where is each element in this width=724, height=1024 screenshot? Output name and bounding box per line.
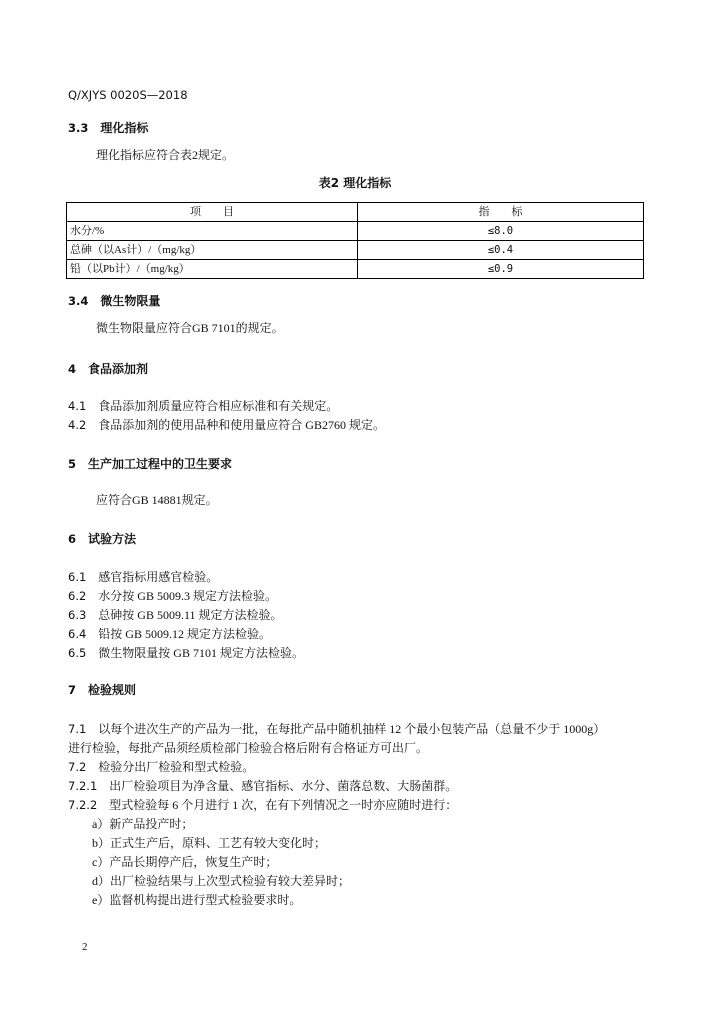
section-number: 6 bbox=[68, 532, 77, 546]
physicochemical-table bbox=[66, 202, 644, 279]
clause-6-4 bbox=[68, 625, 271, 644]
clause-text: 以每个进次生产的产品为一批，在每批产品中随机抽样 12 个最小包装产品（总量不少于 1000g） bbox=[98, 722, 606, 736]
list-item: d）出厂检验结果与上次型式检验有较大差异时； bbox=[92, 874, 351, 888]
section-title: 试验方法 bbox=[88, 532, 137, 546]
section-title: 食品添加剂 bbox=[88, 362, 149, 376]
section-3-4-body: 微生物限量应符合GB 7101的规定。 bbox=[96, 321, 284, 335]
list-item: e）监督机构提出进行型式检验要求时。 bbox=[92, 893, 302, 907]
section-number: 5 bbox=[68, 457, 77, 471]
clause-number: 7.2 bbox=[68, 760, 87, 774]
clause-text: 铅按 GB 5009.12 规定方法检验。 bbox=[98, 627, 271, 641]
clause-text: 检验分出厂检验和型式检验。 bbox=[98, 760, 255, 774]
clause-4-2 bbox=[68, 416, 385, 435]
section-number: 7 bbox=[68, 683, 77, 697]
section-6-heading bbox=[68, 530, 136, 549]
section-number: 4 bbox=[68, 362, 77, 376]
section-3-3-body: 理化指标应符合表2规定。 bbox=[96, 148, 235, 162]
clause-text: 微生物限量按 GB 7101 规定方法检验。 bbox=[98, 646, 304, 660]
clause-number: 6.2 bbox=[68, 589, 87, 603]
section-5-body: 应符合GB 14881规定。 bbox=[96, 493, 218, 507]
clause-number: 6.5 bbox=[68, 646, 87, 660]
clause-text: 感官指标用感官检验。 bbox=[98, 570, 219, 584]
table-cell-item: 水分/% bbox=[67, 222, 358, 241]
document-code-header: Q/XJYS 0020S—2018 bbox=[68, 88, 188, 102]
clause-number: 7.2.2 bbox=[68, 798, 98, 812]
clause-number: 7.2.1 bbox=[68, 779, 98, 793]
clause-7-1-continuation: 进行检验，每批产品须经质检部门检验合格后附有合格证方可出厂。 bbox=[68, 741, 429, 755]
table-cell-value: ≤8.0 bbox=[358, 222, 644, 241]
clause-6-1 bbox=[68, 568, 218, 587]
list-item: c）产品长期停产后，恢复生产时； bbox=[92, 855, 278, 869]
table-row bbox=[67, 241, 644, 260]
clause-6-2 bbox=[68, 587, 277, 606]
section-number: 3.3 bbox=[68, 121, 89, 135]
clause-number: 7.1 bbox=[68, 722, 87, 736]
clause-4-1 bbox=[68, 397, 338, 416]
clause-text: 出厂检验项目为净含量、感官指标、水分、菌落总数、大肠菌群。 bbox=[109, 779, 458, 793]
section-3-3-heading bbox=[68, 119, 148, 138]
table-header-row bbox=[67, 203, 644, 222]
section-number: 3.4 bbox=[68, 294, 89, 308]
clause-7-2-1 bbox=[68, 777, 457, 796]
table-header-index: 指 标 bbox=[358, 203, 644, 222]
table-row bbox=[67, 260, 644, 279]
section-title: 生产加工过程中的卫生要求 bbox=[88, 457, 233, 471]
table-row bbox=[67, 222, 644, 241]
section-title: 微生物限量 bbox=[100, 294, 161, 308]
clause-7-1 bbox=[68, 720, 605, 739]
clause-number: 6.4 bbox=[68, 627, 87, 641]
clause-text: 型式检验每 6 个月进行 1 次，在有下列情况之一时亦应随时进行： bbox=[109, 798, 458, 812]
clause-number: 6.1 bbox=[68, 570, 87, 584]
table-cell-value: ≤0.4 bbox=[358, 241, 644, 260]
table-cell-item: 总砷（以As计）/（mg/kg） bbox=[67, 241, 358, 260]
clause-6-5 bbox=[68, 644, 304, 663]
page-number: 2 bbox=[82, 941, 88, 953]
section-7-heading bbox=[68, 681, 136, 700]
table-header-item: 项 目 bbox=[67, 203, 358, 222]
list-item: a）新产品投产时； bbox=[92, 817, 194, 831]
clause-text: 总砷按 GB 5009.11 规定方法检验。 bbox=[98, 608, 283, 622]
clause-text: 水分按 GB 5009.3 规定方法检验。 bbox=[98, 589, 277, 603]
clause-number: 6.3 bbox=[68, 608, 87, 622]
clause-6-3 bbox=[68, 606, 283, 625]
section-5-heading bbox=[68, 455, 232, 474]
clause-number: 4.1 bbox=[68, 399, 87, 413]
table-cell-item: 铅（以Pb计）/（mg/kg） bbox=[67, 260, 358, 279]
clause-text: 食品添加剂的使用品种和使用量应符合 GB2760 规定。 bbox=[98, 418, 385, 432]
clause-number: 4.2 bbox=[68, 418, 87, 432]
section-title: 检验规则 bbox=[88, 683, 137, 697]
section-title: 理化指标 bbox=[100, 121, 149, 135]
list-item: b）正式生产后，原料、工艺有较大变化时； bbox=[92, 836, 327, 850]
clause-7-2-2 bbox=[68, 796, 457, 815]
section-4-heading bbox=[68, 360, 148, 379]
clause-text: 食品添加剂质量应符合相应标准和有关规定。 bbox=[98, 399, 339, 413]
section-3-4-heading bbox=[68, 292, 160, 311]
table-cell-value: ≤0.9 bbox=[358, 260, 644, 279]
table-caption: 表2 理化指标 bbox=[318, 176, 392, 190]
clause-7-2 bbox=[68, 758, 254, 777]
